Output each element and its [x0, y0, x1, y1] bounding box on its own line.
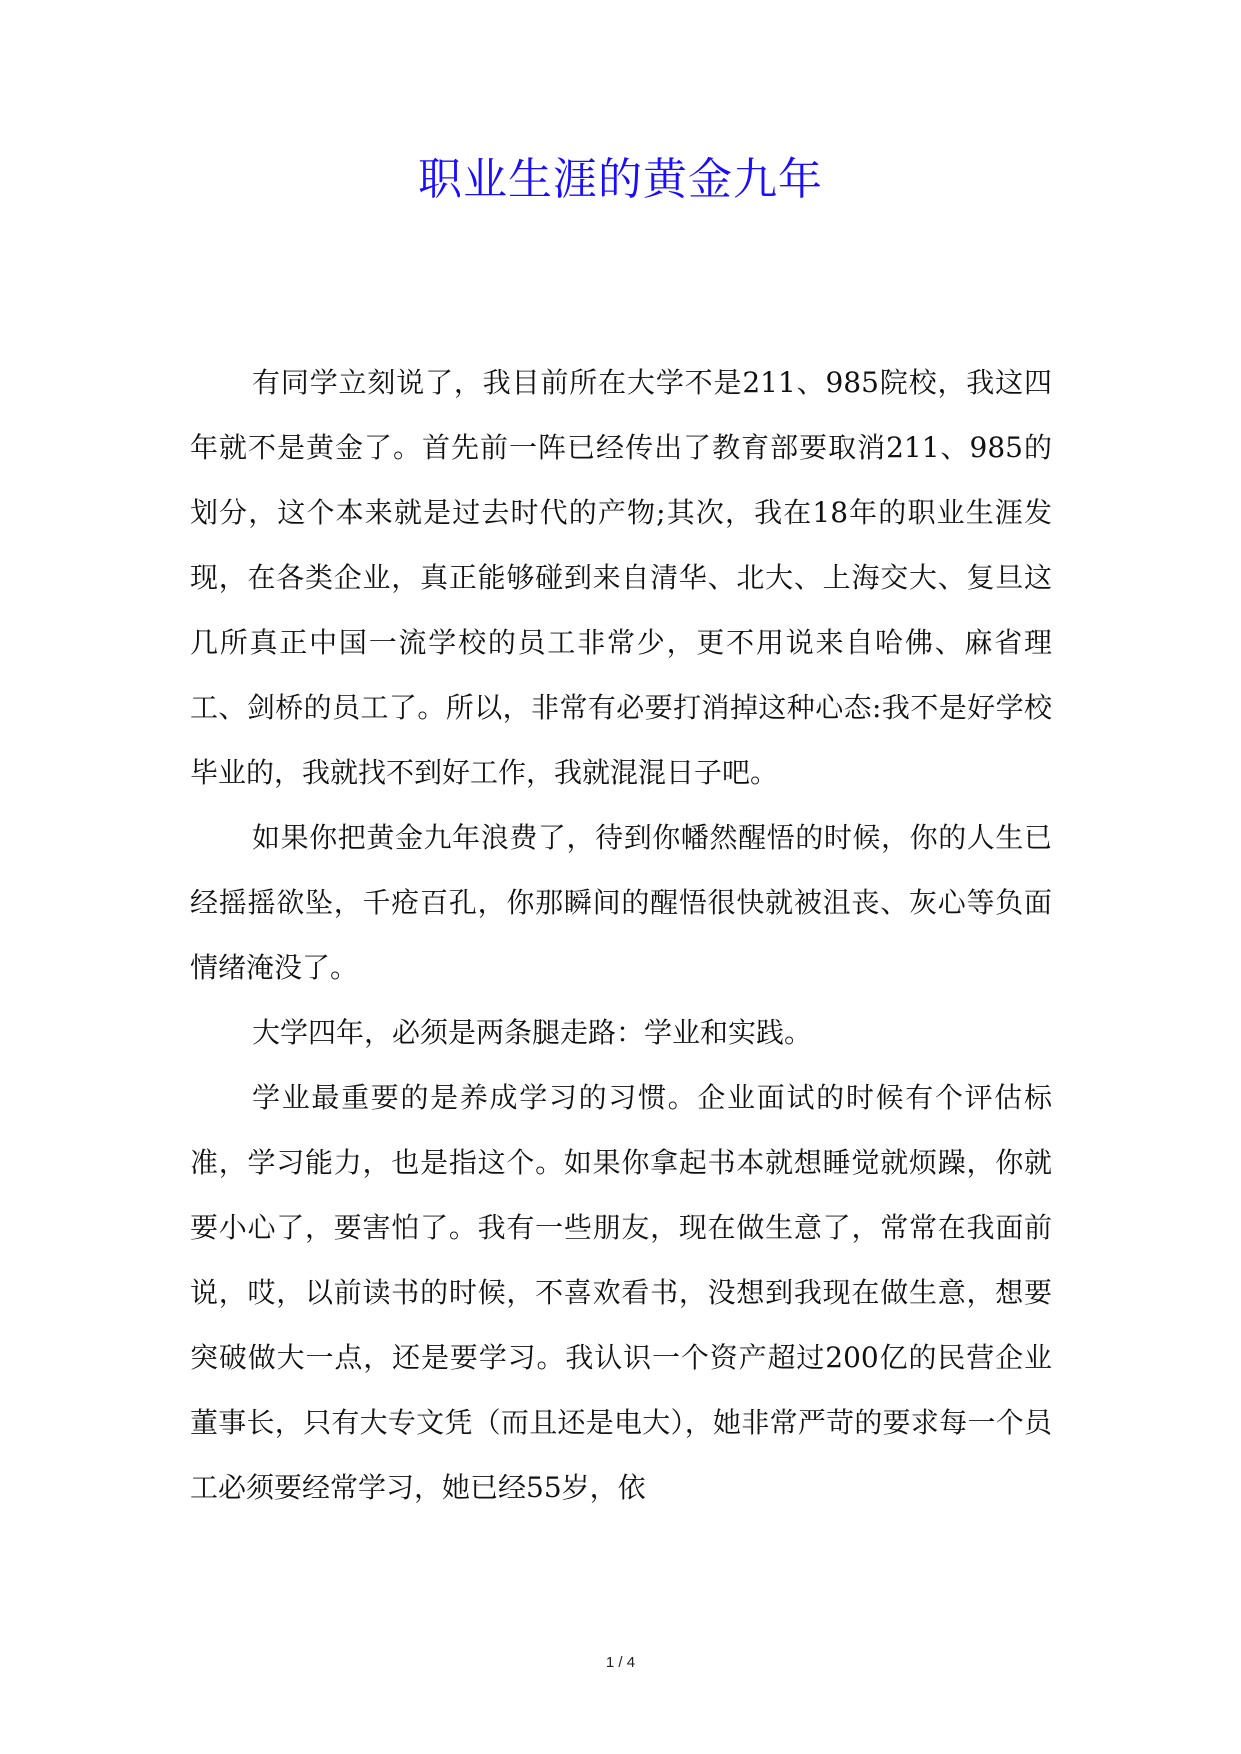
- document-title: 职业生涯的黄金九年: [418, 154, 823, 205]
- page-number: 1 / 4: [605, 1654, 636, 1671]
- paragraph-1: 有同学立刻说了，我目前所在大学不是211、985院校，我这四年就不是黄金了。首先前一阵已经传出了教育部要取消211、985的划分，这个本来就是过去时代的产物;其次，我在18年的职业生涯发现，在各类企业，真正能够碰到来自清华、北大、上海交大、复旦这几所真正中国一流学校的员工非常少，更不用说来自哈佛、麻省理工、剑桥的员工了。所以，非常有必要打消掉这种心态:我不是好学校毕业的，我就找不到好工作，我就混混日子吧。: [190, 366, 1052, 789]
- document-body: [190, 350, 1052, 1520]
- paragraph-2: 如果你把黄金九年浪费了，待到你幡然醒悟的时候，你的人生已经摇摇欲坠，千疮百孔，你那瞬间的醒悟很快就被沮丧、灰心等负面情绪淹没了。: [190, 821, 1052, 984]
- paragraph-3: 大学四年，必须是两条腿走路：学业和实践。: [252, 1016, 813, 1049]
- paragraph-4: 学业最重要的是养成学习的习惯。企业面试的时候有个评估标准，学习能力，也是指这个。如果你拿起书本就想睡觉就烦躁，你就要小心了，要害怕了。我有一些朋友，现在做生意了，常常在我面前说，哎，以前读书的时候，不喜欢看书，没想到我现在做生意，想要突破做大一点，还是要学习。我认识一个资产超过200亿的民营企业董事长，只有大专文凭（而且还是电大），她非常严苛的要求每一个员工必须要经常学习，她已经55岁，依: [190, 1081, 1052, 1504]
